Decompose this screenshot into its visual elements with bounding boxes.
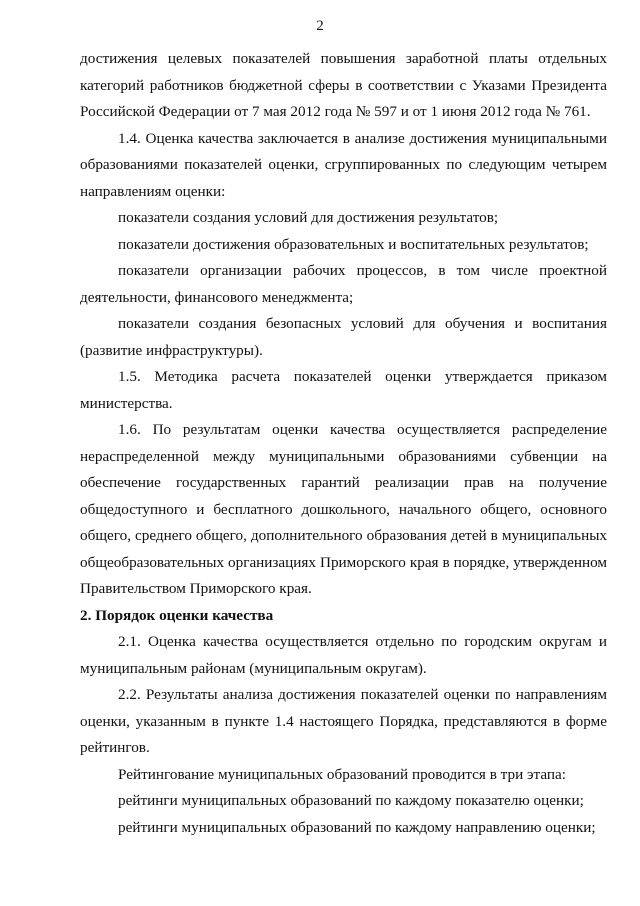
list-item-safety: показатели создания безопасных условий для обучения и воспитания (развитие инфраструктуры). xyxy=(80,315,607,359)
document-body xyxy=(80,46,607,841)
section-2-heading: 2. Порядок оценки качества xyxy=(80,606,274,624)
paragraph-1-5: 1.5. Методика расчета показателей оценки утверждается приказом министерства. xyxy=(80,368,607,412)
paragraph-2-1: 2.1. Оценка качества осуществляется отдельно по городским округам и муниципальным районам (муниципальным округам). xyxy=(80,633,607,677)
paragraph-rating-stages: Рейтингование муниципальных образований проводится в три этапа: xyxy=(118,765,566,783)
list-item-processes: показатели организации рабочих процессов, в том числе проектной деятельности, финансового менеджмента; xyxy=(80,262,607,306)
list-item-conditions: показатели создания условий для достижения результатов; xyxy=(118,209,499,226)
list-item-results: показатели достижения образовательных и воспитательных результатов; xyxy=(118,235,589,253)
page-number: 2 xyxy=(316,18,324,34)
paragraph-2-2: 2.2. Результаты анализа достижения показателей оценки по направлениям оценки, указанным в пункте 1.4 настоящего Порядка, представляются в форме рейтингов. xyxy=(80,686,607,756)
paragraph-1-6: 1.6. По результатам оценки качества осуществляется распределение нераспределенной между муниципальными образованиями субвенции на обеспечение государственных гарантий реализации прав на получение общедоступного и бесплатного дошкольного, начального общего, основного общего, среднего общего, дополнительного образования детей в муниципальных общеобразовательных организациях Приморского края в порядке, утвержденном Правительством Приморского края. xyxy=(80,421,607,597)
list-item-rating-indicator: рейтинги муниципальных образований по каждому показателю оценки; xyxy=(118,792,584,809)
list-item-rating-direction: рейтинги муниципальных образований по каждому направлению оценки; xyxy=(118,818,596,836)
paragraph-continuation: достижения целевых показателей повышения заработной платы отдельных категорий работников бюджетной сферы в соответствии с Указами Президента Российской Федерации от 7 мая 2012 года № 597 и от 1 июня 2012 года № 761. xyxy=(80,50,607,120)
paragraph-1-4: 1.4. Оценка качества заключается в анализе достижения муниципальными образованиями показателей оценки, сгруппированных по следующим четырем направлениям оценки: xyxy=(80,129,607,200)
